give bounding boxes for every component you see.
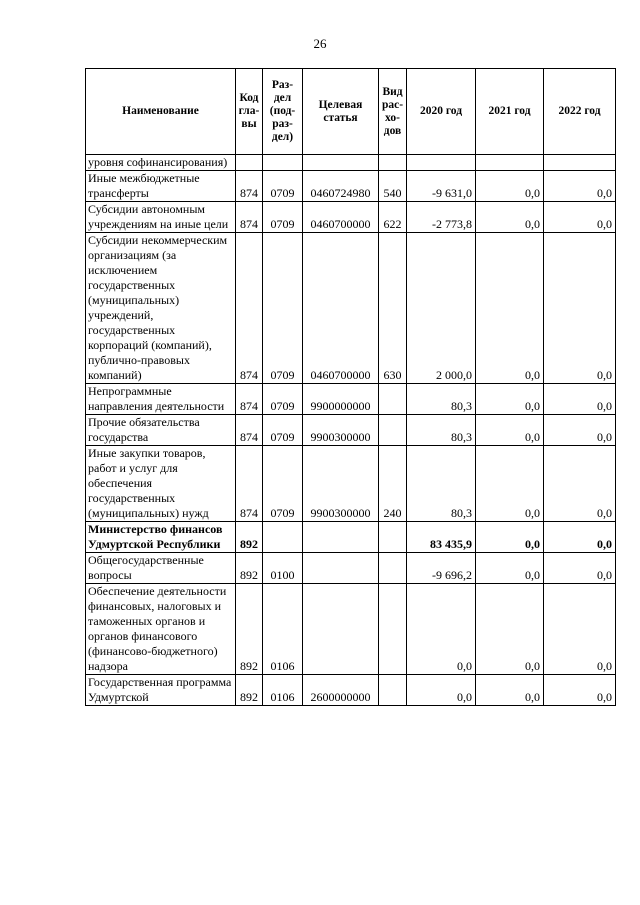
cell-target-item [303,522,379,553]
cell-2021: 0,0 [476,202,544,233]
cell-expense-type [379,384,407,415]
cell-section [263,155,303,171]
cell-section [263,522,303,553]
cell-expense-type: 240 [379,446,407,522]
cell-2022: 0,0 [544,415,616,446]
cell-name: Субсидии некоммерческим организациям (за исключением государственных (муниципальных) учреждений, государственных корпораций (компаний), публично-правовых компаний) [86,233,236,384]
table-row [86,522,616,553]
cell-section: 0709 [263,233,303,384]
cell-chapter-code: 892 [236,522,263,553]
header-year-2020: 2020 год [407,69,476,155]
cell-expense-type: 630 [379,233,407,384]
cell-2021 [476,155,544,171]
table-row [86,584,616,675]
cell-2021: 0,0 [476,233,544,384]
cell-expense-type: 622 [379,202,407,233]
cell-target-item: 0460700000 [303,233,379,384]
cell-2022: 0,0 [544,202,616,233]
cell-name: Прочие обязательства государства [86,415,236,446]
cell-2022: 0,0 [544,233,616,384]
cell-expense-type [379,675,407,706]
header-year-2021: 2021 год [476,69,544,155]
cell-2020: 80,3 [407,415,476,446]
header-target-item: Целевая статья [303,69,379,155]
cell-target-item: 0460700000 [303,202,379,233]
cell-section: 0709 [263,384,303,415]
cell-target-item [303,584,379,675]
cell-2022: 0,0 [544,584,616,675]
cell-name: уровня софинансирования) [86,155,236,171]
table-row [86,553,616,584]
page-number: 26 [313,36,327,51]
cell-2022: 0,0 [544,675,616,706]
cell-expense-type: 540 [379,171,407,202]
cell-target-item: 9900000000 [303,384,379,415]
header-section: Раз-дел (под-раз-дел) [263,69,303,155]
cell-name: Министерство финансов Удмуртской Республики [86,522,236,553]
cell-section: 0709 [263,202,303,233]
cell-2022: 0,0 [544,522,616,553]
cell-name: Государственная программа Удмуртской [86,675,236,706]
header-chapter-code: Код гла-вы [236,69,263,155]
table-row [86,384,616,415]
cell-2020: -9 631,0 [407,171,476,202]
table-row [86,446,616,522]
cell-section: 0106 [263,584,303,675]
table-row [86,202,616,233]
cell-expense-type [379,155,407,171]
cell-2022: 0,0 [544,446,616,522]
table-row [86,675,616,706]
cell-2021: 0,0 [476,584,544,675]
table-row [86,415,616,446]
cell-2020: 80,3 [407,384,476,415]
cell-2020: 80,3 [407,446,476,522]
cell-2021: 0,0 [476,675,544,706]
cell-2020: 0,0 [407,584,476,675]
cell-section: 0709 [263,415,303,446]
budget-table [85,68,616,706]
cell-chapter-code: 892 [236,553,263,584]
cell-expense-type [379,415,407,446]
cell-2022: 0,0 [544,384,616,415]
cell-name: Иные межбюджетные трансферты [86,171,236,202]
cell-2021: 0,0 [476,446,544,522]
cell-2020: 2 000,0 [407,233,476,384]
cell-2020 [407,155,476,171]
table-header-row [86,69,616,155]
table-body [86,155,616,706]
cell-2022: 0,0 [544,171,616,202]
header-expense-type: Вид рас-хо-дов [379,69,407,155]
cell-chapter-code: 874 [236,171,263,202]
cell-target-item: 9900300000 [303,446,379,522]
cell-chapter-code: 874 [236,233,263,384]
cell-2022 [544,155,616,171]
cell-2021: 0,0 [476,171,544,202]
cell-2021: 0,0 [476,522,544,553]
cell-2021: 0,0 [476,415,544,446]
header-year-2022: 2022 год [544,69,616,155]
cell-chapter-code: 874 [236,446,263,522]
cell-chapter-code [236,155,263,171]
cell-section: 0709 [263,171,303,202]
table-row [86,155,616,171]
cell-chapter-code: 892 [236,584,263,675]
cell-expense-type [379,584,407,675]
cell-target-item: 2600000000 [303,675,379,706]
cell-chapter-code: 874 [236,415,263,446]
header-name: Наименование [86,69,236,155]
cell-target-item: 9900300000 [303,415,379,446]
cell-section: 0100 [263,553,303,584]
cell-name: Общегосударственные вопросы [86,553,236,584]
cell-2020: -2 773,8 [407,202,476,233]
cell-section: 0106 [263,675,303,706]
cell-name: Субсидии автономным учреждениям на иные цели [86,202,236,233]
cell-chapter-code: 874 [236,202,263,233]
cell-name: Непрограммные направления деятельности [86,384,236,415]
cell-section: 0709 [263,446,303,522]
cell-chapter-code: 874 [236,384,263,415]
cell-expense-type [379,553,407,584]
cell-name: Обеспечение деятельности финансовых, налоговых и таможенных органов и органов финансового (финансово-бюджетного) надзора [86,584,236,675]
cell-name: Иные закупки товаров, работ и услуг для обеспечения государственных (муниципальных) нужд [86,446,236,522]
cell-2020: 83 435,9 [407,522,476,553]
cell-target-item [303,553,379,584]
table-row [86,233,616,384]
cell-2021: 0,0 [476,553,544,584]
cell-target-item: 0460724980 [303,171,379,202]
cell-2020: 0,0 [407,675,476,706]
cell-target-item [303,155,379,171]
cell-2020: -9 696,2 [407,553,476,584]
cell-2021: 0,0 [476,384,544,415]
table-row [86,171,616,202]
cell-expense-type [379,522,407,553]
cell-chapter-code: 892 [236,675,263,706]
cell-2022: 0,0 [544,553,616,584]
